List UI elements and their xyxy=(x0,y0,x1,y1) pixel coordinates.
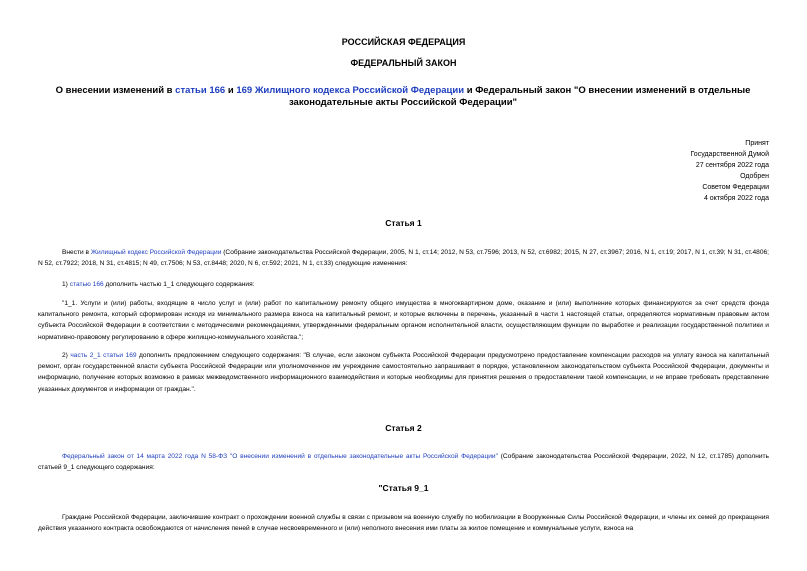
article-1-heading: Статья 1 xyxy=(385,218,422,228)
article-166-item-link[interactable]: статью 166 xyxy=(69,281,104,288)
intro-text: (Собрание законодательства Российской Федерации, 2022, N 12, ст.1785) дополнить статьей 9_1 следующего содержания: xyxy=(38,453,769,472)
item-number: 2) xyxy=(62,352,71,359)
law-title xyxy=(30,85,776,109)
article-1-item-1 xyxy=(38,279,769,290)
adoption-line: Одобрен xyxy=(740,173,769,180)
title-text-1: О внесении изменений в xyxy=(55,85,176,96)
document-type-heading: ФЕДЕРАЛЬНЫЙ ЗАКОН xyxy=(350,58,457,68)
article-166-link[interactable]: статьи 166 xyxy=(175,85,226,96)
item-text: дополнить предложением следующего содержания: "В случае, если законом субъекта Российской Федерации предусмотрено предоставление компенсации расходов на уплату взноса на капитальный ремонт, орган государственной власти субъекта Российской Федерации или уполномоченное им учреждение самостоятельно запрашивает в порядке, установленном законодательством субъекта Российской Федерации, документы и информацию, получение которых возможно в рамках межведомственного информационного взаимодействия и которые необходимы для принятия решения о предоставлении такой компенсации, и не вправе требовать представление указанных документов и информации от граждан.". xyxy=(38,352,769,393)
title-text-3: и Федеральный закон "О внесении изменений в отдельные законодательные акты Российской Федерации" xyxy=(288,85,751,108)
housing-code-link[interactable]: Жилищный кодекс Российской Федерации xyxy=(90,249,222,256)
article-9-1-heading: "Статья 9_1 xyxy=(378,483,429,493)
article-169-part-link[interactable]: часть 2_1 статьи 169 xyxy=(70,352,137,359)
article-1-intro xyxy=(38,247,769,269)
article-2-intro xyxy=(38,451,769,473)
title-text-2: и xyxy=(225,85,237,96)
adoption-line: 4 октября 2022 года xyxy=(703,195,769,202)
federal-law-58-fz-link[interactable]: Федеральный закон от 14 марта 2022 года N 58-ФЗ "О внесении изменений в отдельные законодательные акты Российской Федерации" xyxy=(62,453,498,460)
adoption-line: Принят xyxy=(745,140,769,147)
article-1-item-2 xyxy=(38,350,769,395)
adoption-block xyxy=(569,138,769,204)
adoption-line: Государственной Думой xyxy=(690,151,769,158)
article-9-1-text: Граждане Российской Федерации, заключившие контракт о прохождении военной службы в связи с призывом на военную службу по мобилизации в Вооруженные Силы Российской Федерации, и члены их семей до прекращения действия указанного контракта освобождаются от начисления пеней в случае несвоевременного и (или) неполного внесения ими платы за жилое помещение и коммунальные услуги, взноса на xyxy=(38,514,769,533)
country-heading: РОССИЙСКАЯ ФЕДЕРАЦИЯ xyxy=(341,37,466,47)
article-2-heading: Статья 2 xyxy=(385,423,422,433)
article-169-housing-code-link[interactable]: 169 Жилищного кодекса Российской Федерации xyxy=(236,85,465,96)
intro-text: (Собрание законодательства Российской Федерации, 2005, N 1, ст.14; 2012, N 53, ст.7596; 2013, N 52, ст.6982; 2015, N 27, ст.3967; 2016, N 1, ст.19; 2017, N 1, ст.39; N 31, ст.4806; N 52, ст.7922; 2018, N 31, ст.4815; N 49, ст.7506; N 53, ст.8448; 2020, N 6, ст.592; 2021, N 1, ст.33) следующие изменения: xyxy=(38,249,770,268)
item-text: дополнить частью 1_1 следующего содержания: xyxy=(103,281,255,288)
adoption-line: 27 сентября 2022 года xyxy=(695,162,769,169)
adoption-line: Советом Федерации xyxy=(702,184,769,191)
intro-text: Внести в xyxy=(62,249,91,256)
article-1-item-1-quote: "1_1. Услуги и (или) работы, входящие в число услуг и (или) работ по капитальному ремонту общего имущества в многоквартирном доме, оказание и (или) выполнение которых финансируются за счет средств фонда капитального ремонта, который сформирован исходя из минимального размера взноса на капитальный ремонт, и которые включены в перечень, указанный в части 1 настоящей статьи, определяются нормативным правовым актом субъекта Российской Федерации в соответствии с методическими рекомендациями, утвержденными федеральным органом исполнительной власти, осуществляющим функции по выработке и реализации государственной политики и нормативно-правовому регулированию в сфере жилищно-коммунального хозяйства."; xyxy=(38,300,769,341)
item-number: 1) xyxy=(62,281,70,288)
